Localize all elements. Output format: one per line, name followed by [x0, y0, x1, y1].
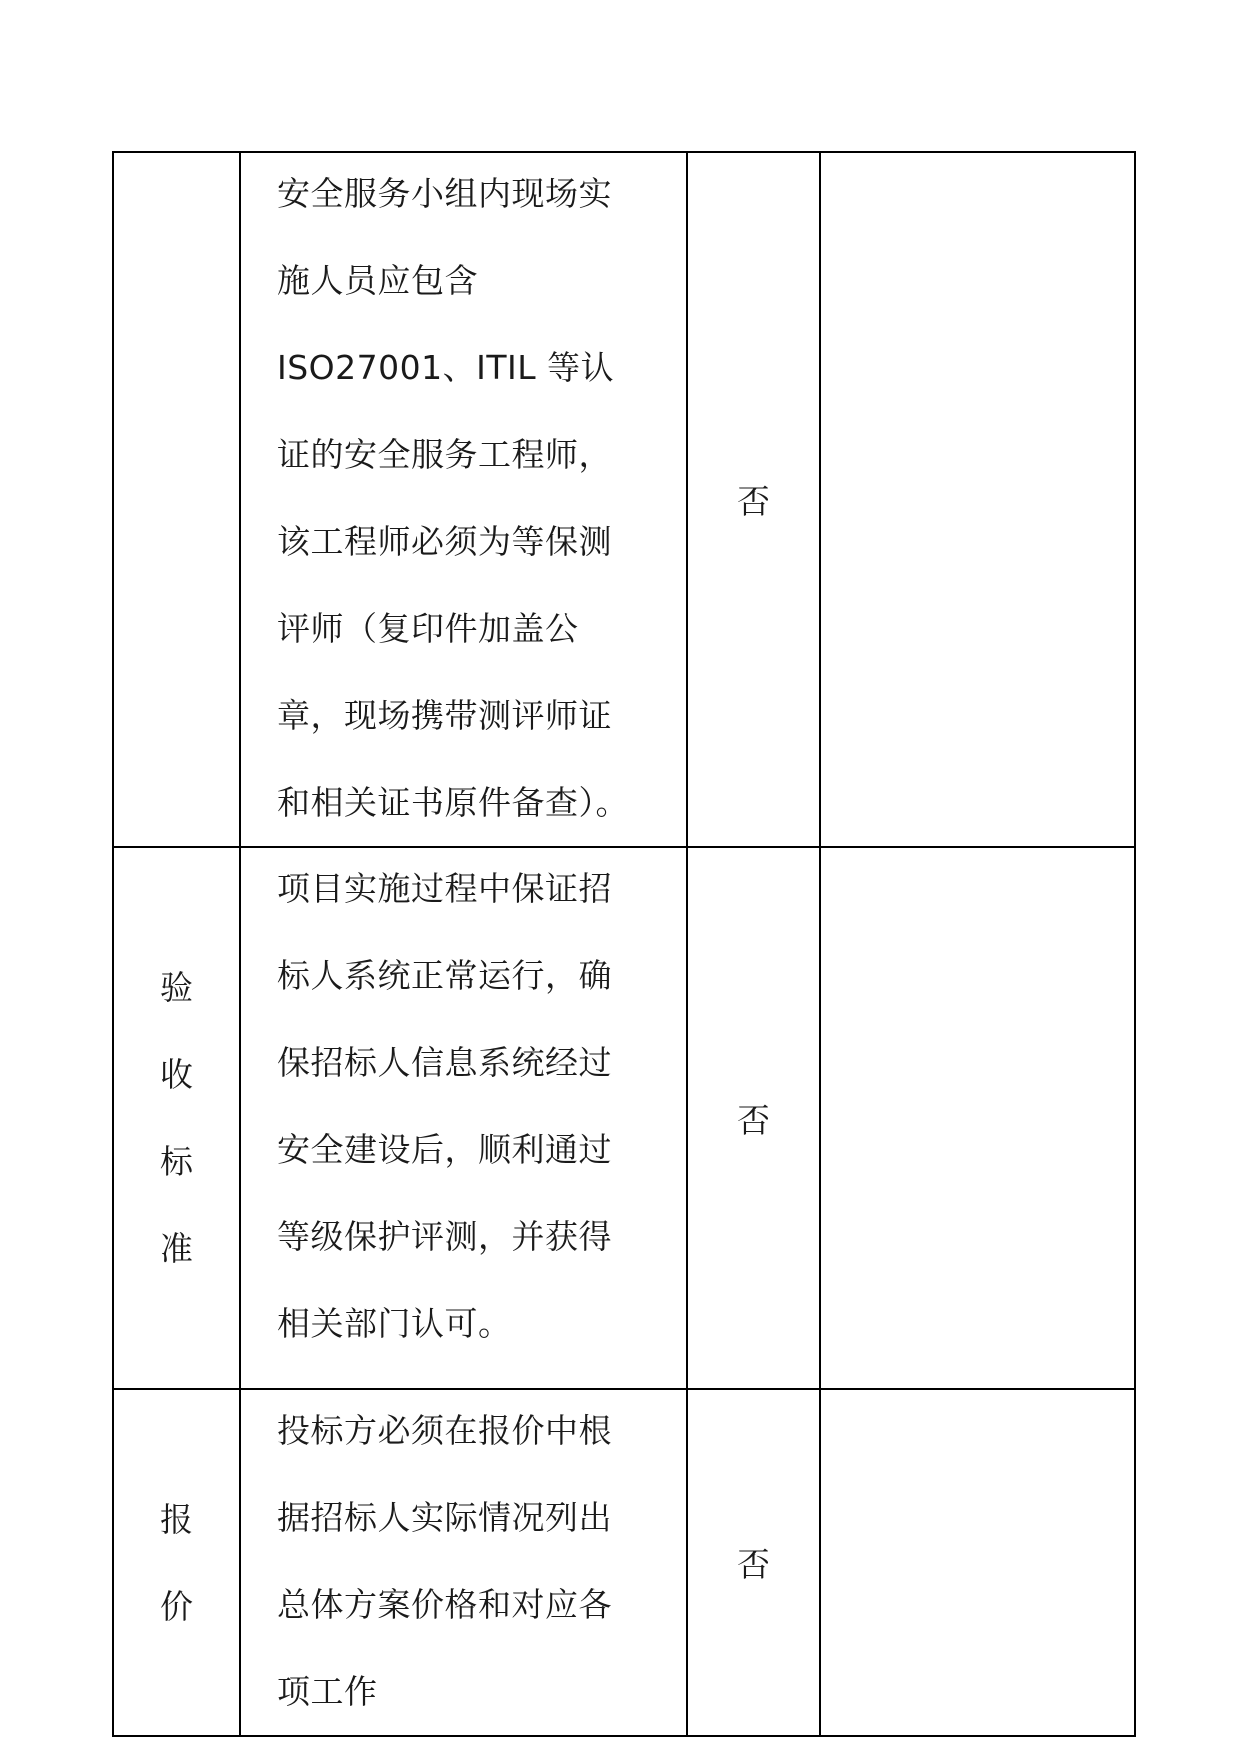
- category-cell: [113, 847, 240, 1389]
- category-cell: [113, 1389, 240, 1736]
- category-char: 报: [160, 1499, 193, 1539]
- description-text: 项目实施过程中保证招标人系统正常运行，确保招标人信息系统经过安全建设后，顺利通过等级保护评测，并获得相关部门认可。: [277, 869, 612, 1343]
- table-row: [113, 152, 1135, 847]
- note-cell: [820, 152, 1135, 847]
- description-text: 安全服务小组内现场实施人员应包含 ISO27001、ITIL 等认证的安全服务工程师，该工程师必须为等保测评师（复印件加盖公章，现场携带测评师证和相关证书原件备查）。: [277, 174, 629, 822]
- note-cell: [820, 1389, 1135, 1736]
- category-char: 标: [160, 1142, 193, 1181]
- note-cell: [820, 847, 1135, 1389]
- table-row: [113, 1389, 1135, 1736]
- description-text: 投标方必须在报价中根据招标人实际情况列出总体方案价格和对应各项工作: [277, 1411, 612, 1711]
- category-cell: [113, 152, 240, 847]
- category-char: 价: [160, 1586, 193, 1626]
- category-char: 收: [160, 1055, 193, 1094]
- flag-cell: 否: [687, 1389, 820, 1736]
- table-row: [113, 847, 1135, 1389]
- description-cell: [240, 152, 687, 847]
- category-char: 验: [160, 968, 193, 1007]
- requirements-table: [112, 151, 1136, 1737]
- description-cell: [240, 847, 687, 1389]
- description-cell: [240, 1389, 687, 1736]
- flag-cell: 否: [687, 847, 820, 1389]
- category-char: 准: [160, 1229, 193, 1268]
- flag-cell: 否: [687, 152, 820, 847]
